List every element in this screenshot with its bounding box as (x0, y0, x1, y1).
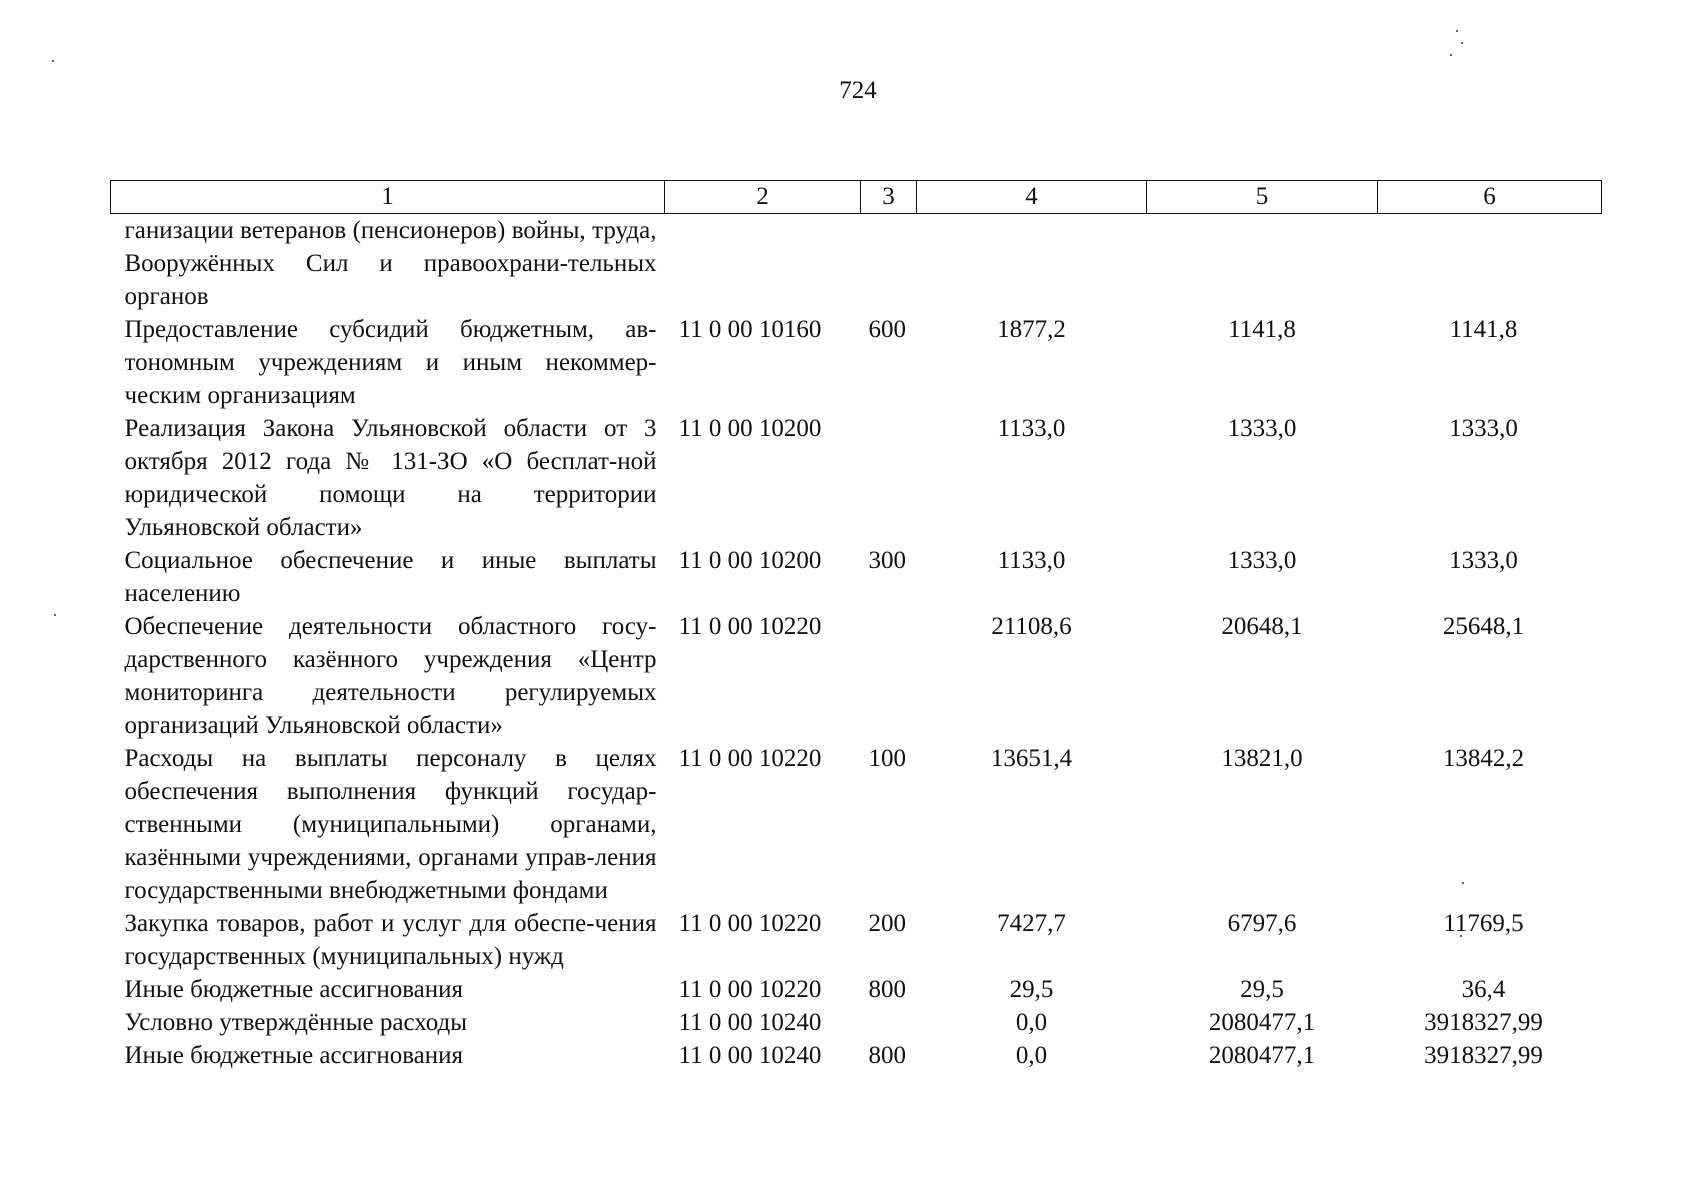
row-value-4: 29,5 (1009, 976, 1054, 1003)
row-value-4: 13651,4 (990, 745, 1073, 772)
table-row (111, 544, 1602, 610)
row-type (861, 1006, 917, 1039)
scan-speck (1456, 30, 1458, 32)
row-type (861, 412, 917, 544)
row-type: 800 (868, 1042, 906, 1069)
row-type: 600 (868, 316, 906, 343)
scan-speck (54, 614, 56, 616)
row-type: 200 (868, 910, 906, 937)
row-name: Иные бюджетные ассигнования (124, 976, 464, 1003)
row-value-5: 1333,0 (1227, 547, 1297, 574)
row-value-6: 13842,2 (1442, 745, 1525, 772)
row-value-5: 1141,8 (1228, 316, 1296, 343)
column-header: 1 (111, 181, 665, 214)
row-type: 800 (868, 976, 906, 1003)
row-name: Социальное обеспечение и иные выплаты населению (124, 547, 657, 607)
row-code: 11 0 00 10220 (678, 910, 822, 937)
row-type (861, 214, 917, 314)
row-value-6: 1333,0 (1449, 547, 1518, 574)
scan-speck (52, 60, 54, 62)
row-value-6: 11769,5 (1443, 910, 1524, 937)
row-value-5: 20648,1 (1221, 613, 1303, 640)
row-value-4: 1133,0 (997, 415, 1066, 442)
row-value-5: 13821,0 (1221, 745, 1303, 772)
row-value-6: 25648,1 (1442, 613, 1525, 640)
scan-speck (1461, 42, 1463, 44)
column-header: 4 (917, 181, 1147, 214)
row-value-6 (1378, 214, 1602, 314)
column-header: 6 (1378, 181, 1602, 214)
row-name: ганизации ветеранов (пенсионеров) войны, труда, Вооружённых Сил и правоохрани-тельных органов (124, 217, 657, 310)
row-code: 11 0 00 10240 (678, 1042, 822, 1069)
row-value-5 (1147, 214, 1378, 314)
scan-speck (1450, 54, 1452, 56)
row-type (861, 610, 917, 742)
row-name: Расходы на выплаты персоналу в целях обеспечения выполнения функций государ-ственными (муниципальными) органами, казёнными учреждениями, органами управ-ления государственными внебюджетными фондами (124, 745, 657, 904)
column-header: 3 (861, 181, 917, 214)
row-code: 11 0 00 10160 (678, 316, 822, 343)
table-row (111, 412, 1602, 544)
table-row (111, 214, 1602, 314)
table-row (111, 1039, 1602, 1072)
column-header-row (111, 181, 1602, 214)
row-value-5: 2080477,1 (1208, 1042, 1316, 1069)
row-value-6: 3918327,99 (1424, 1009, 1543, 1036)
row-type: 300 (868, 547, 906, 574)
row-value-4: 7427,7 (997, 910, 1066, 937)
row-name: Реализация Закона Ульяновской области от 3 октября 2012 года № 131-ЗО «О бесплат-ной юридической помощи на территории Ульяновской области» (124, 415, 657, 541)
row-value-5: 6797,6 (1227, 910, 1297, 937)
row-value-6: 1141,8 (1449, 316, 1518, 343)
row-value-4 (917, 214, 1147, 314)
row-value-6: 36,4 (1461, 976, 1506, 1003)
row-value-5: 2080477,1 (1208, 1009, 1316, 1036)
row-name: Иные бюджетные ассигнования (124, 1042, 464, 1069)
row-name: Предоставление субсидий бюджетным, ав-тономным учреждениям и иным некоммер-ческим организациям (124, 316, 657, 409)
row-code: 11 0 00 10220 (678, 976, 822, 1003)
row-value-5: 1333,0 (1227, 415, 1297, 442)
row-code: 11 0 00 10220 (678, 745, 822, 772)
row-value-4: 1133,0 (997, 547, 1066, 574)
row-value-4: 21108,6 (991, 613, 1072, 640)
row-value-4: 0,0 (1015, 1009, 1048, 1036)
row-code: 11 0 00 10240 (678, 1009, 822, 1036)
table-row (111, 610, 1602, 742)
table-row (111, 313, 1602, 412)
row-value-4: 0,0 (1015, 1042, 1048, 1069)
row-name: Обеспечение деятельности областного госу-дарственного казённого учреждения «Центр мониторинга деятельности регулируемых организаций Ульяновской области» (124, 613, 657, 739)
table-row (111, 1006, 1602, 1039)
page-number: 724 (839, 77, 877, 104)
row-type: 100 (868, 745, 906, 772)
row-value-4: 1877,2 (997, 316, 1066, 343)
column-header: 2 (665, 181, 861, 214)
row-code (665, 214, 861, 314)
row-code: 11 0 00 10220 (678, 613, 822, 640)
table-row (111, 907, 1602, 973)
row-value-6: 3918327,99 (1424, 1042, 1543, 1069)
row-name: Условно утверждённые расходы (124, 1009, 468, 1036)
table-row (111, 742, 1602, 907)
column-header: 5 (1147, 181, 1378, 214)
row-value-5: 29,5 (1240, 976, 1284, 1003)
row-code: 11 0 00 10200 (678, 415, 822, 442)
row-name: Закупка товаров, работ и услуг для обеспе-чения государственных (муниципальных) нужд (124, 910, 657, 970)
row-value-6: 1333,0 (1449, 415, 1518, 442)
table-row (111, 973, 1602, 1006)
budget-table (110, 180, 1602, 1072)
row-code: 11 0 00 10200 (678, 547, 822, 574)
